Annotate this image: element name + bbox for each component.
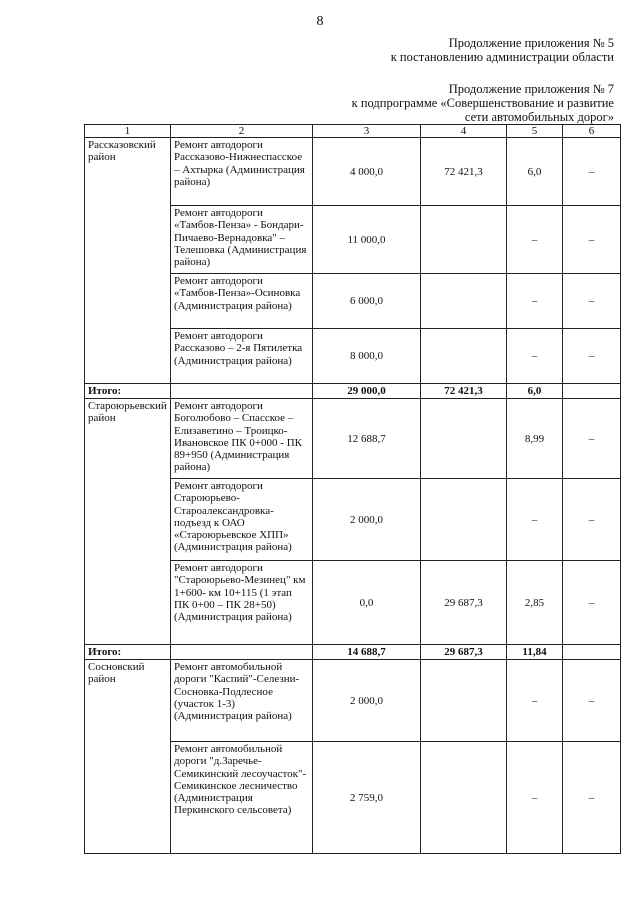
header2-line3: сети автомобильных дорог»	[464, 110, 614, 124]
value-cell: –	[563, 399, 621, 479]
appendix-5-header	[391, 36, 614, 64]
amount-cell: 29 687,3	[421, 561, 507, 645]
amount-cell	[421, 329, 507, 384]
district-name: Староюрьевский район	[85, 399, 171, 645]
amount-cell: 2 000,0	[313, 660, 421, 742]
header2-line2: к подпрограмме «Совершенствование и развитие	[351, 96, 614, 110]
road-repair-table	[84, 124, 621, 854]
total-length: 11,84	[507, 645, 563, 660]
work-description: Ремонт автодороги «Тамбов-Пенза» - Бондари-Пичаево-Вернадовка" – Телешовка (Администрация района)	[171, 206, 313, 274]
value-cell: –	[563, 138, 621, 206]
work-description: Ремонт автодороги Рассказово – 2-я Пятилетка (Администрация района)	[171, 329, 313, 384]
amount-cell	[421, 399, 507, 479]
value-cell: –	[563, 274, 621, 329]
column-number-row	[85, 125, 621, 138]
table-row	[85, 660, 621, 742]
length-cell: –	[507, 742, 563, 854]
column-header: 3	[313, 125, 421, 138]
total-amount: 29 000,0	[313, 384, 421, 399]
value-cell: –	[563, 561, 621, 645]
header1-line1: Продолжение приложения № 5	[448, 36, 614, 50]
total-value	[563, 384, 621, 399]
total-row	[85, 645, 621, 660]
length-cell: 2,85	[507, 561, 563, 645]
amount-cell: 6 000,0	[313, 274, 421, 329]
length-cell: –	[507, 479, 563, 561]
value-cell: –	[563, 742, 621, 854]
total-amount: 72 421,3	[421, 384, 507, 399]
table-row	[85, 399, 621, 479]
amount-cell	[421, 742, 507, 854]
length-cell: –	[507, 329, 563, 384]
amount-cell: 11 000,0	[313, 206, 421, 274]
amount-cell	[421, 479, 507, 561]
work-description: Ремонт автодороги Староюрьево-Староалександровка-подъезд к ОАО «Староюрьевское ХПП» (Администрация района)	[171, 479, 313, 561]
total-value	[563, 645, 621, 660]
amount-cell	[421, 660, 507, 742]
value-cell: –	[563, 660, 621, 742]
column-header: 4	[421, 125, 507, 138]
column-header: 5	[507, 125, 563, 138]
value-cell: –	[563, 206, 621, 274]
length-cell: –	[507, 660, 563, 742]
work-description: Ремонт автодороги Рассказово-Нижнеспасское – Ахтырка (Администрация района)	[171, 138, 313, 206]
column-header: 1	[85, 125, 171, 138]
work-description: Ремонт автодороги «Тамбов-Пенза»-Осиновка (Администрация района)	[171, 274, 313, 329]
column-header: 6	[563, 125, 621, 138]
amount-cell: 8 000,0	[313, 329, 421, 384]
amount-cell: 2 759,0	[313, 742, 421, 854]
total-label: Итого:	[85, 645, 171, 660]
amount-cell: 4 000,0	[313, 138, 421, 206]
work-description: Ремонт автодороги Боголюбово – Спасское – Елизаветино – Троицко-Ивановское ПК 0+000 - ПК 89+950 (Администрация района)	[171, 399, 313, 479]
page-number: 8	[316, 14, 324, 29]
district-name: Рассказовский район	[85, 138, 171, 384]
header2-line1: Продолжение приложения № 7	[448, 82, 614, 96]
amount-cell: 72 421,3	[421, 138, 507, 206]
value-cell: –	[563, 479, 621, 561]
amount-cell: 2 000,0	[313, 479, 421, 561]
total-label: Итого:	[85, 384, 171, 399]
length-cell: 6,0	[507, 138, 563, 206]
work-description: Ремонт автодороги "Староюрьево-Мезинец" км 1+600- км 10+115 (1 этап ПК 0+00 – ПК 28+50) (Администрация района)	[171, 561, 313, 645]
appendix-7-header	[352, 82, 614, 124]
value-cell: –	[563, 329, 621, 384]
total-row	[85, 384, 621, 399]
empty-cell	[171, 645, 313, 660]
amount-cell	[421, 206, 507, 274]
empty-cell	[171, 384, 313, 399]
length-cell: –	[507, 274, 563, 329]
total-amount: 29 687,3	[421, 645, 507, 660]
work-description: Ремонт автомобильной дороги "Каспий"-Селезни-Сосновка-Подлесное (участок 1-3) (Администрация района)	[171, 660, 313, 742]
header1-line2: к постановлению администрации области	[390, 50, 614, 64]
work-description: Ремонт автомобильной дороги "д.Заречье-Семикинский лесоучасток"-Семикинское лесничество (Администрация Перкинского сельсовета)	[171, 742, 313, 854]
length-cell: 8,99	[507, 399, 563, 479]
amount-cell: 0,0	[313, 561, 421, 645]
table-row	[85, 138, 621, 206]
column-header: 2	[171, 125, 313, 138]
amount-cell	[421, 274, 507, 329]
length-cell: –	[507, 206, 563, 274]
district-name: Сосновский район	[85, 660, 171, 854]
amount-cell: 12 688,7	[313, 399, 421, 479]
total-length: 6,0	[507, 384, 563, 399]
total-amount: 14 688,7	[313, 645, 421, 660]
